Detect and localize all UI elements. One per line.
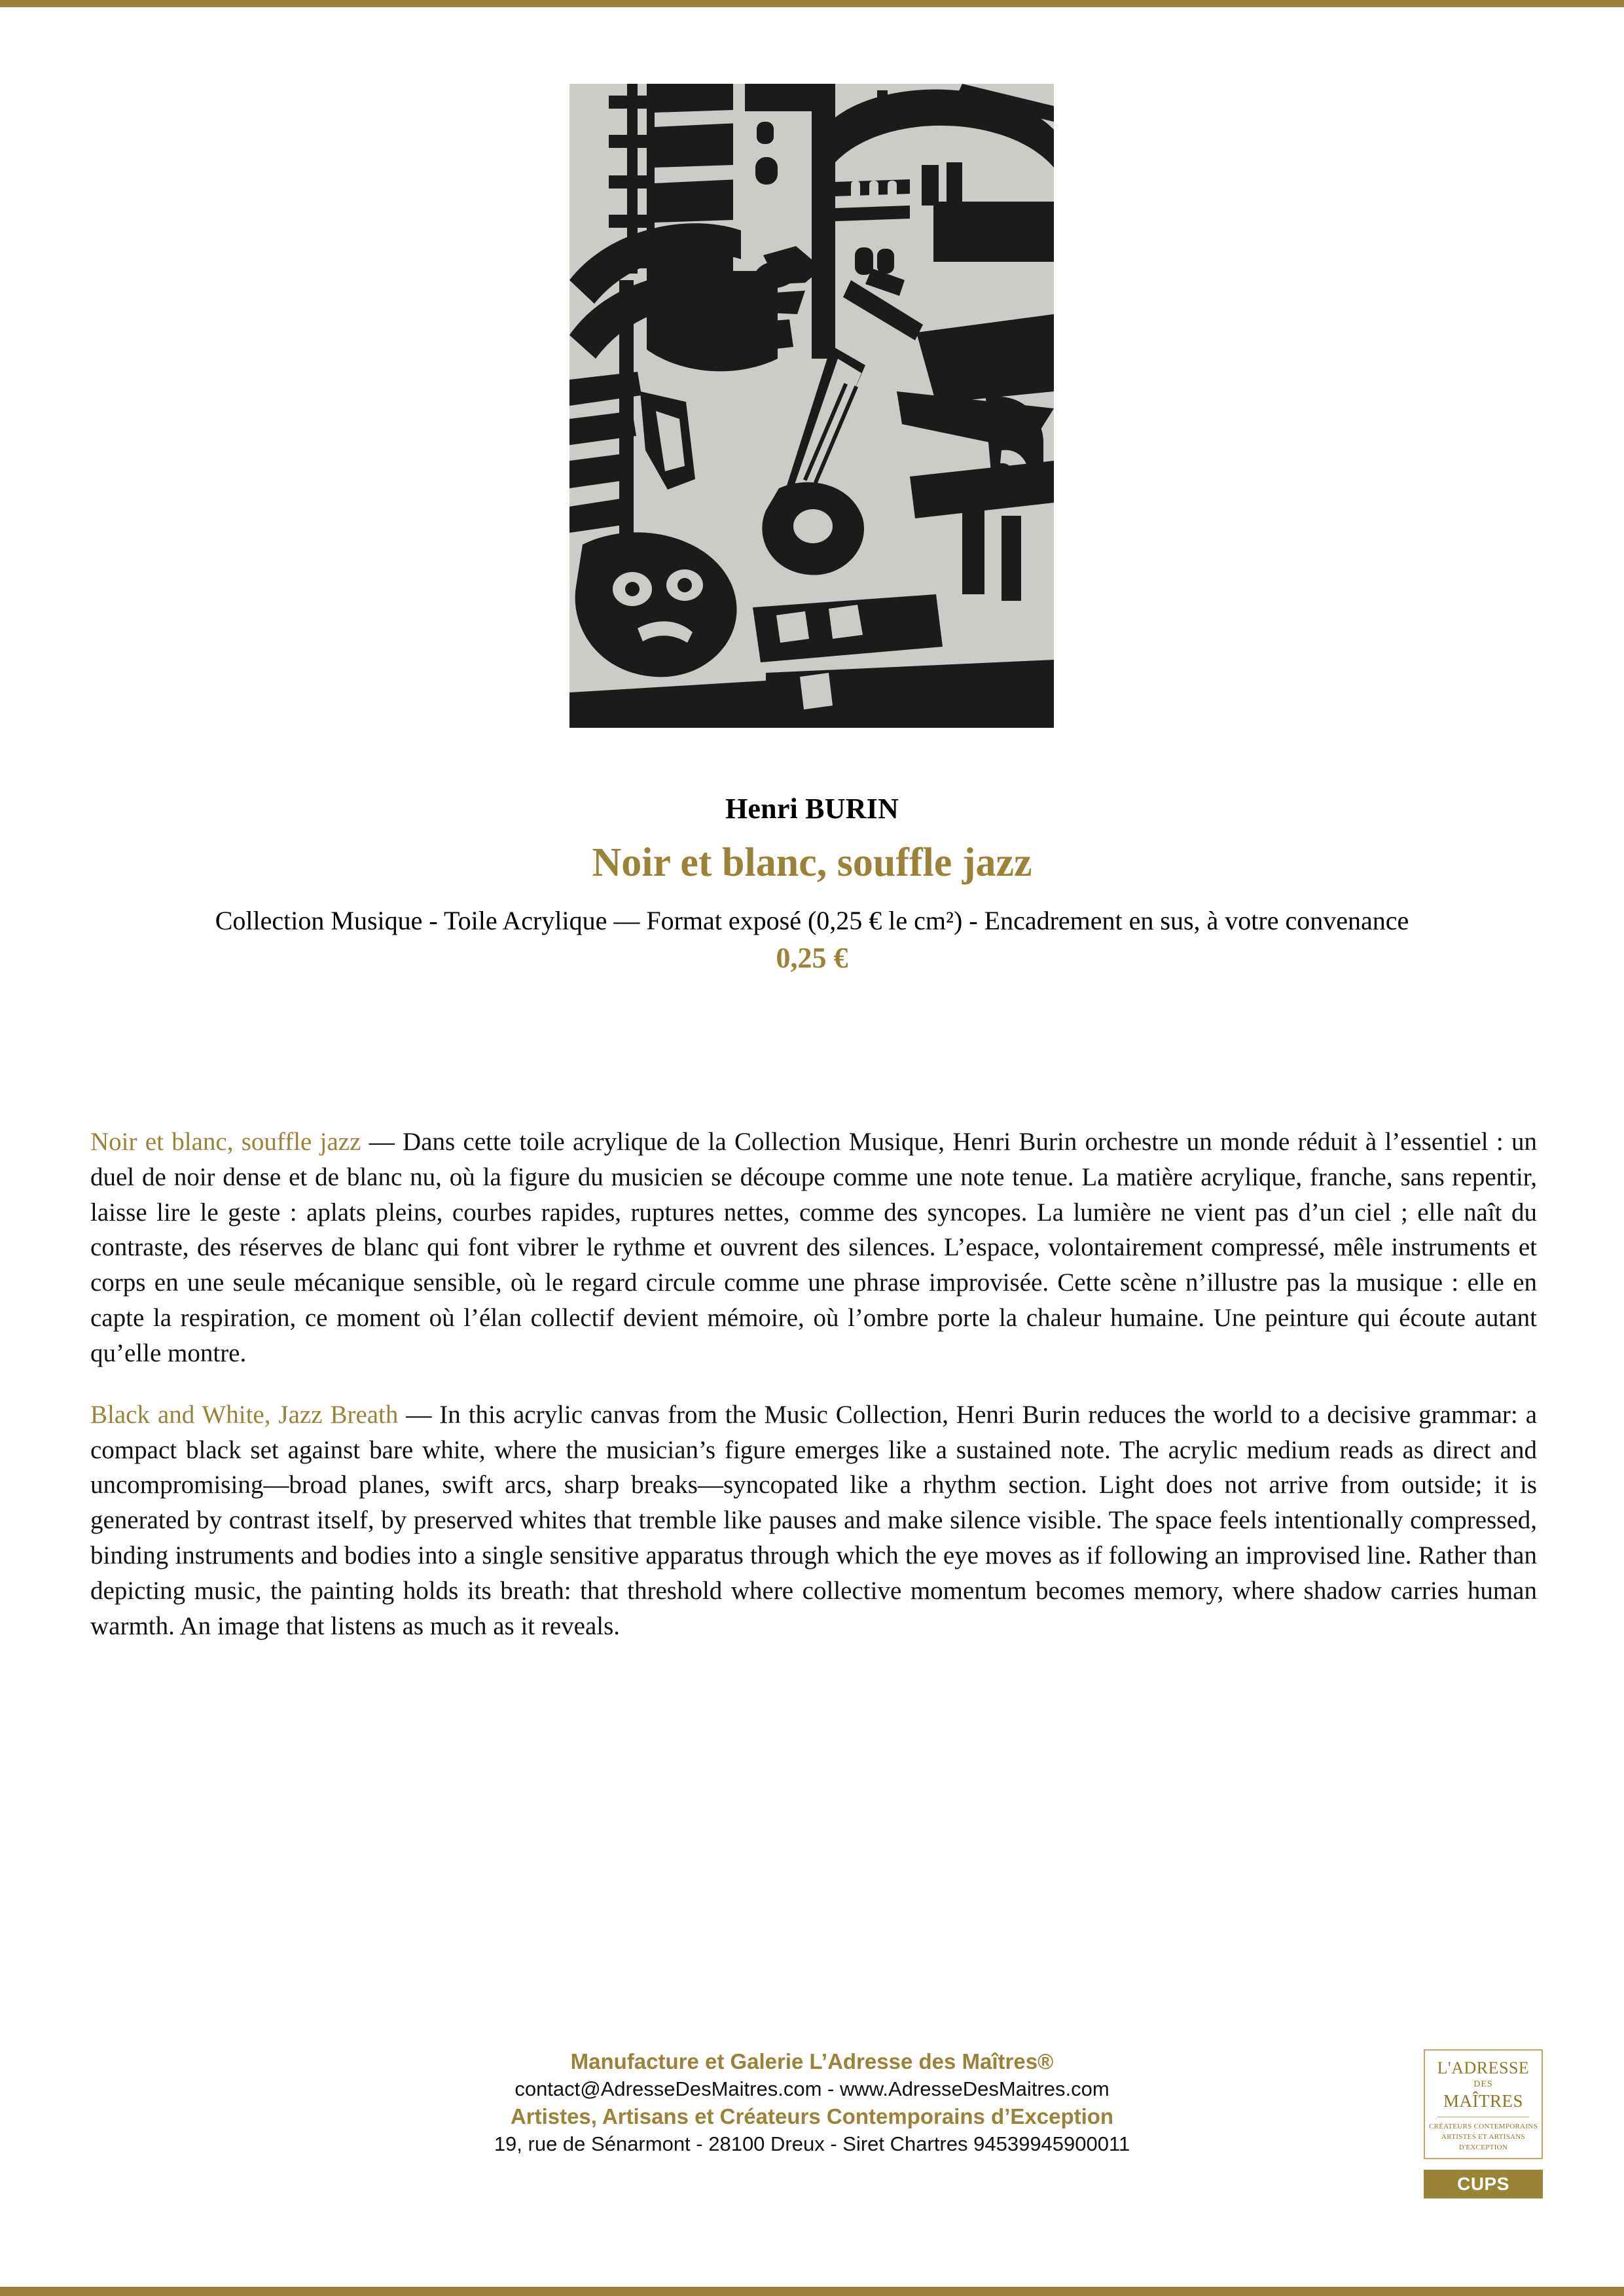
artwork-title: Noir et blanc, souffle jazz	[592, 840, 1032, 885]
description-column	[90, 1124, 1537, 1643]
description-body-fr: Dans cette toile acrylique de la Collection Musique, Henri Burin orchestre un monde réduit à l’essentiel : un duel de noir dense et de blanc nu, où la figure du musicien se découpe comme une note tenue. La matière acrylique, franche, sans repentir, laisse lire le geste : aplats pleins, courbes rapides, ruptures nettes, comme des syncopes. La lumière ne vient pas d’un ciel ; elle naît du contraste, des réserves de blanc qui font vibrer le rythme et ouvrent des silences. L’espace, volontairement compressé, mêle instruments et corps en une seule mécanique sensible, où le regard circule comme une phrase improvisée. Cette scène n’illustre pas la musique : elle en capte la respiration, ce moment où l’élan collectif devient mémoire, où l’ombre porte la chaleur humaine. Une peinture qui écoute autant qu’elle montre.	[90, 1128, 1538, 1367]
logo-sub-line-2: ARTISTES ET ARTISANS	[1441, 2132, 1525, 2141]
logo-line-maitres: MAÎTRES	[1443, 2091, 1523, 2111]
description-paragraph-en	[90, 1397, 1537, 1644]
cups-badge[interactable]: CUPS	[1424, 2170, 1543, 2198]
logo-line-des: DES	[1473, 2079, 1493, 2090]
top-gold-rule	[0, 0, 1624, 7]
description-paragraph-fr	[90, 1124, 1537, 1371]
logo-sub-line-3: D'EXCEPTION	[1458, 2143, 1508, 2151]
description-lead-en: Black and White, Jazz Breath	[90, 1400, 399, 1429]
footer-contact[interactable]: contact@AdresseDesMaitres.com - www.AdresseDesMaitres.com	[514, 2077, 1110, 2100]
artwork-image	[569, 84, 1054, 728]
footer-tagline: Artistes, Artisans et Créateurs Contemporains d’Exception	[510, 2104, 1114, 2129]
logo-sub-line-1: CRÉATEURS CONTEMPORAINS	[1428, 2122, 1538, 2130]
footer-company-name: Manufacture et Galerie L’Adresse des Maîtres®	[570, 2049, 1054, 2073]
description-body-en: In this acrylic canvas from the Music Collection, Henri Burin reduces the world to a decisive grammar: a compact black set against bare white, where the musician’s figure emerges like a sustained note. The acrylic medium reads as direct and uncompromising—broad planes, swift arcs, sharp breaks—syncopated like a rhythm section. Light does not arrive from outside; it is generated by contrast itself, by preserved whites that tremble like pauses and make silence visible. The space feels intentionally compressed, binding instruments and bodies into a single sensitive apparatus through which the eye moves as if following an improvised line. Rather than depicting music, the painting holds its breath: that threshold where collective momentum becomes memory, where shadow carries human warmth. An image that listens as much as it reveals.	[90, 1400, 1537, 1640]
description-separator-fr: —	[361, 1128, 403, 1156]
artwork-illustration	[569, 84, 1054, 728]
brand-logo	[1424, 2049, 1543, 2159]
artist-name: Henri BURIN	[725, 793, 899, 825]
description-lead-fr: Noir et blanc, souffle jazz	[90, 1128, 361, 1156]
bottom-gold-rule	[0, 2287, 1624, 2296]
artwork-price: 0,25 €	[776, 942, 848, 974]
description-separator-en: —	[398, 1400, 440, 1429]
logo-area	[1424, 2049, 1555, 2198]
logo-line-adresse: L'ADRESSE	[1437, 2058, 1530, 2077]
footer	[0, 2047, 1624, 2158]
footer-address: 19, rue de Sénarmont - 28100 Dreux - Siret Chartres 94539945900011	[494, 2132, 1130, 2155]
artwork-subtitle: Collection Musique - Toile Acrylique — Format exposé (0,25 € le cm²) - Encadrement en sus, à votre convenance	[215, 906, 1409, 935]
